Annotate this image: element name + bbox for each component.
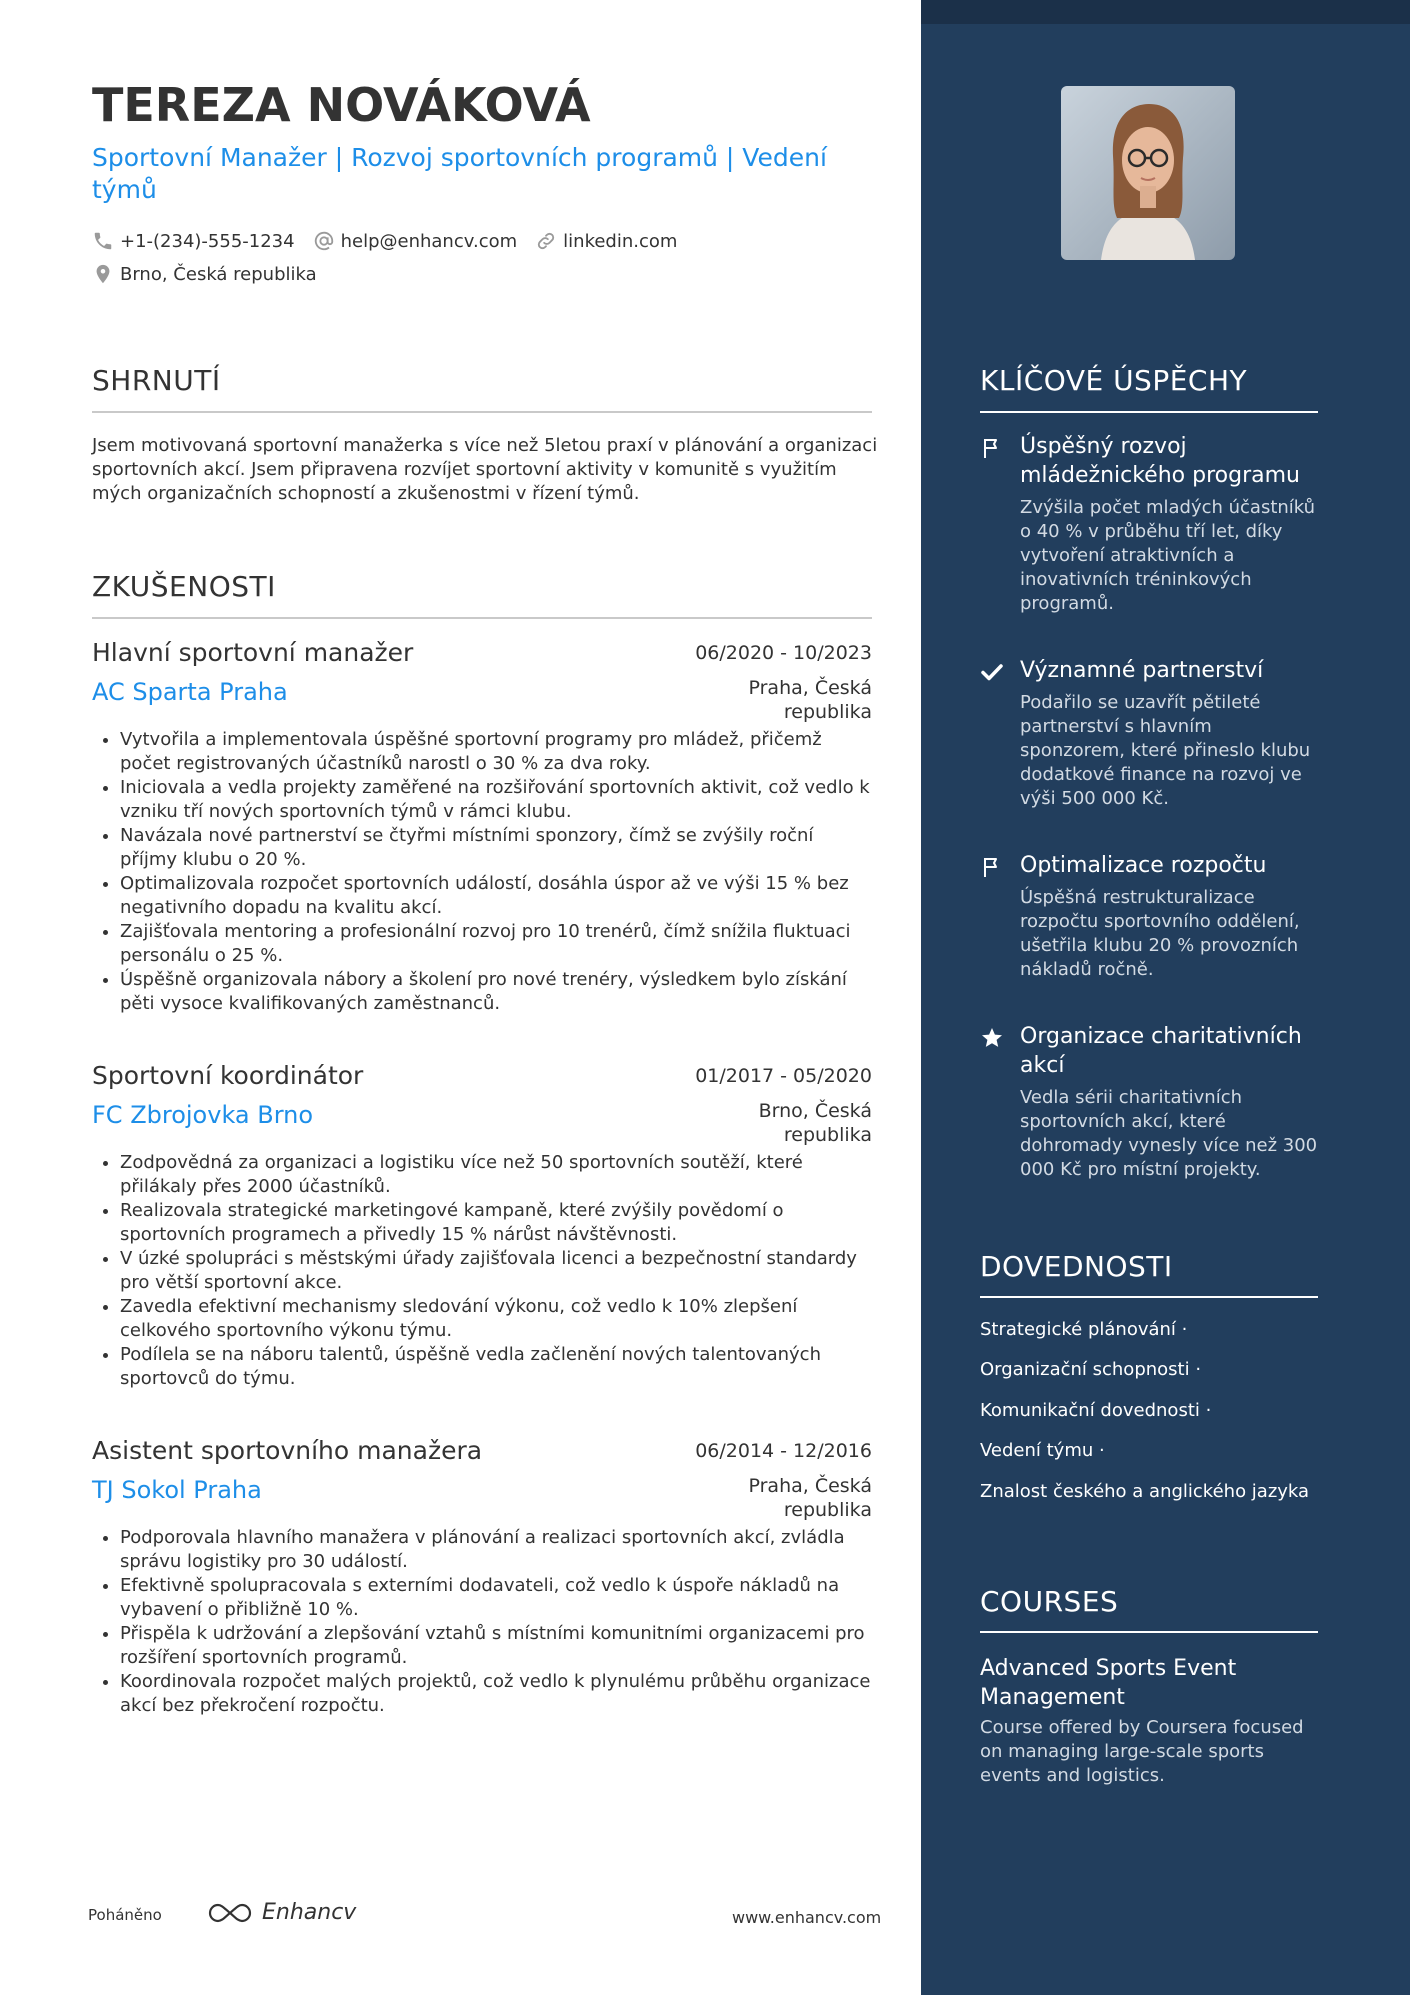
portrait-image	[1061, 86, 1235, 260]
job-subheader	[92, 1097, 872, 1151]
sidebar-top-band	[921, 0, 1410, 24]
job-bullet: • V úzké spolupráci s městskými úřady zajišťovala licenci a bezpečnostní standardy pro větší sportovní akce.	[120, 1247, 872, 1295]
contact-linkedin[interactable]	[535, 230, 677, 252]
footer-url[interactable]: www.enhancv.com	[732, 1908, 882, 1927]
skill-item: Strategické plánování ·	[980, 1319, 1188, 1340]
achievement-desc: Vedla sérii charitativních sportovních akcí, které dohromady vynesly více než 300 000 Kč pro místní projekty.	[1020, 1087, 1318, 1180]
job-bullet: • Podporovala hlavního manažera v plánování a realizaci sportovních akcí, zvládla správu logistiky pro 30 událostí.	[120, 1526, 872, 1574]
skills-divider	[980, 1296, 1318, 1298]
footer-powered-by: Poháněno	[88, 1906, 162, 1924]
job-bullet: • Přispěla k udržování a zlepšování vztahů s místními komunitními organizacemi pro rozšíření sportovních programů.	[120, 1622, 872, 1670]
achievements-title: KLÍČOVÉ ÚSPĚCHY	[980, 364, 1248, 397]
achievement-title: Optimalizace rozpočtu	[1020, 853, 1267, 878]
job-bullet: • Zajišťovala mentoring a profesionální rozvoj pro 10 trenérů, čímž snížila fluktuaci personálu o 25 %.	[120, 920, 872, 968]
job-company: AC Sparta Praha	[92, 678, 288, 706]
job-entry	[92, 638, 872, 1016]
job-bullet: • Iniciovala a vedla projekty zaměřené na rozšiřování sportovních aktivit, což vedlo k vzniku tří nových sportovních týmů v rámci klubu.	[120, 776, 872, 824]
phone-text: +1-(234)-555-1234	[120, 230, 295, 252]
job-bullets	[92, 1151, 872, 1391]
achievements-divider	[980, 411, 1318, 413]
contact-row-1	[92, 230, 695, 252]
achievement-item	[980, 656, 1320, 811]
courses-title: COURSES	[980, 1585, 1119, 1618]
achievement-title: Úspěšný rozvoj mládežnického programu	[1020, 434, 1300, 488]
job-location: Praha, Česká republika	[748, 1475, 872, 1521]
link-icon	[535, 230, 557, 252]
job-bullet: • Vytvořila a implementovala úspěšné sportovní programy pro mládež, přičemž počet registrovaných účastníků narostl o 30 % za dva roky.	[120, 728, 872, 776]
phone-icon	[92, 230, 114, 252]
profile-photo	[1061, 86, 1235, 260]
location-pin-icon	[92, 263, 114, 285]
enhancv-logo[interactable]	[206, 1900, 356, 1925]
job-bullet: • Realizovala strategické marketingové kampaně, které zvýšily povědomí o sportovních programech a přivedly 15 % nárůst návštěvnosti.	[120, 1199, 872, 1247]
job-bullet: • Zodpovědná za organizaci a logistiku více než 50 sportovních soutěží, které přilákaly přes 2000 účastníků.	[120, 1151, 872, 1199]
achievement-item	[980, 432, 1320, 616]
contact-phone	[92, 230, 295, 252]
location-text: Brno, Česká republika	[120, 263, 317, 285]
brand-name: Enhancv	[262, 1900, 357, 1925]
job-bullet: • Efektivně spolupracovala s externími dodavateli, což vedlo k úspoře nákladů na vybavení o přibližně 10 %.	[120, 1574, 872, 1622]
summary-text: Jsem motivovaná sportovní manažerka s více než 5letou praxí v plánování a organizaci sportovních akcí. Jsem připravena rozvíjet sportovní aktivity v komunitě s využitím mých organizačních schopností a zkušenostmi v řízení týmů.	[92, 435, 878, 504]
courses-divider	[980, 1631, 1318, 1633]
job-bullet: • Úspěšně organizovala nábory a školení pro nové trenéry, výsledkem bylo získání pěti vysoce kvalifikovaných zaměstnanců.	[120, 968, 872, 1016]
job-dates: 06/2014 - 12/2016	[695, 1440, 872, 1462]
job-location: Brno, Česká republika	[758, 1100, 872, 1146]
summary-divider	[92, 411, 872, 413]
job-location: Praha, Česká republika	[748, 677, 872, 723]
achievement-title: Organizace charitativních akcí	[1020, 1024, 1302, 1078]
check-icon	[980, 660, 1004, 684]
headline: Sportovní Manažer | Rozvoj sportovních programů | Vedení týmů	[92, 143, 827, 204]
job-title: Asistent sportovního manažera	[92, 1436, 483, 1465]
skill-item: Znalost českého a anglického jazyka	[980, 1481, 1310, 1502]
achievement-desc: Zvýšila počet mladých účastníků o 40 % v průběhu tří let, díky vytvoření atraktivních a inovativních tréninkových programů.	[1020, 497, 1316, 614]
job-title: Sportovní koordinátor	[92, 1061, 364, 1090]
achievement-title: Významné partnerství	[1020, 658, 1264, 683]
job-bullet: • Koordinovala rozpočet malých projektů, což vedlo k plynulému průběhu organizace akcí bez překročení rozpočtu.	[120, 1670, 872, 1718]
job-header	[92, 1436, 872, 1472]
job-bullet: • Optimalizovala rozpočet sportovních událostí, dosáhla úspor až ve výši 15 % bez negativního dopadu na kvalitu akcí.	[120, 872, 872, 920]
job-title: Hlavní sportovní manažer	[92, 638, 414, 667]
job-company: FC Zbrojovka Brno	[92, 1101, 314, 1129]
job-entry	[92, 1436, 872, 1718]
linkedin-link[interactable]: linkedin.com	[563, 230, 678, 252]
experience-title: ZKUŠENOSTI	[92, 570, 276, 603]
contact-email[interactable]	[313, 230, 518, 252]
job-header	[92, 1061, 872, 1097]
job-bullets	[92, 1526, 872, 1718]
candidate-name: TEREZA NOVÁKOVÁ	[92, 78, 591, 132]
job-dates: 01/2017 - 05/2020	[695, 1065, 872, 1087]
star-icon	[980, 1026, 1004, 1050]
job-bullet: • Navázala nové partnerství se čtyřmi místními sponzory, čímž se zvýšily roční příjmy klubu o 20 %.	[120, 824, 872, 872]
job-entry	[92, 1061, 872, 1391]
job-bullet: • Zavedla efektivní mechanismy sledování výkonu, což vedlo k 10% zlepšení celkového sportovního výkonu týmu.	[120, 1295, 872, 1343]
contact-location	[92, 263, 317, 285]
course-title: Advanced Sports Event Management	[980, 1656, 1237, 1710]
flag-icon	[980, 436, 1004, 460]
experience-divider	[92, 617, 872, 619]
skills-title: DOVEDNOSTI	[980, 1250, 1173, 1283]
achievement-item	[980, 1022, 1320, 1182]
skill-item: Organizační schopnosti ·	[980, 1359, 1202, 1380]
job-header	[92, 638, 872, 674]
job-subheader	[92, 674, 872, 728]
flag-icon	[980, 855, 1004, 879]
job-dates: 06/2020 - 10/2023	[695, 642, 872, 664]
contact-row-2	[92, 263, 335, 285]
achievement-desc: Úspěšná restrukturalizace rozpočtu sportovního oddělení, ušetřila klubu 20 % provozních nákladů ročně.	[1020, 887, 1300, 980]
job-company: TJ Sokol Praha	[92, 1476, 262, 1504]
skill-item: Komunikační dovednosti ·	[980, 1400, 1212, 1421]
at-icon	[313, 230, 335, 252]
job-bullets	[92, 728, 872, 1016]
course-desc: Course offered by Coursera focused on managing large-scale sports events and logistics.	[980, 1717, 1304, 1786]
infinity-logo-icon	[206, 1901, 254, 1925]
job-subheader	[92, 1472, 872, 1526]
achievement-item	[980, 851, 1320, 982]
job-bullet: • Podílela se na náboru talentů, úspěšně vedla začlenění nových talentovaných sportovců do týmu.	[120, 1343, 872, 1391]
email-link[interactable]: help@enhancv.com	[340, 230, 518, 252]
achievement-desc: Podařilo se uzavřít pětileté partnerství s hlavním sponzorem, které přineslo klubu dodatkové finance na rozvoj ve výši 500 000 Kč.	[1020, 692, 1311, 809]
skill-item: Vedení týmu ·	[980, 1440, 1105, 1461]
summary-title: SHRNUTÍ	[92, 364, 221, 397]
